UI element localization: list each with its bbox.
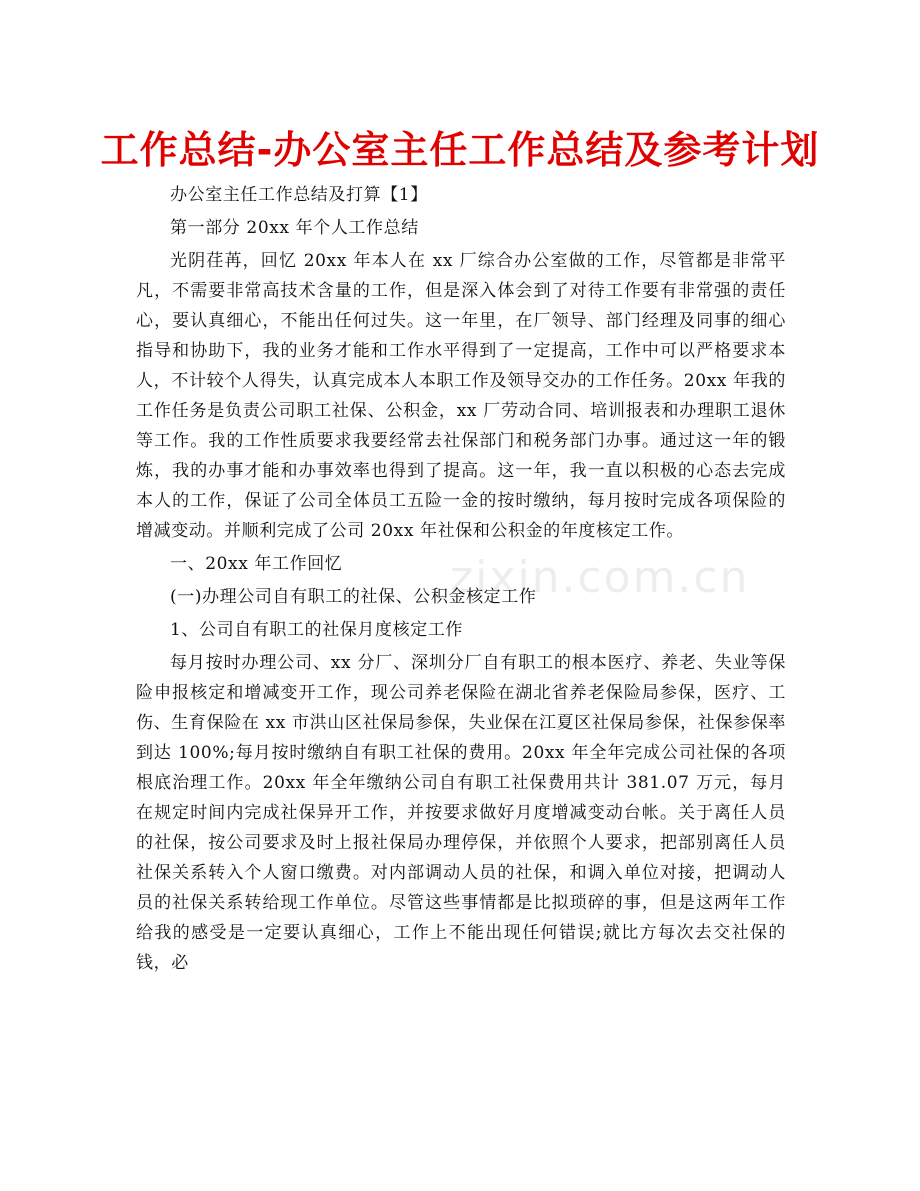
- sub-heading: 一、20xx 年工作回忆: [170, 554, 343, 574]
- body-paragraph: 光阴荏苒，回忆 20xx 年本人在 xx 厂综合办公室做的工作，尽管都是非常平凡，不需要非常高技术含量的工作，但是深入体会到了对待工作要有非常强的责任心，要认真细心，不能出任何过失。这一年里，在厂领导、部门经理及同事的细心指导和协助下，我的业务才能和工作水平得到了一定提高，工作中可以严格要求本人，不计较个人得失，认真完成本人本职工作及领导交办的工作任务。20xx 年我的工作任务是负责公司职工社保、公积金，xx 厂劳动合同、培训报表和办理职工退休等工作。我的工作性质要求我要经常去社保部门和税务部门办事。通过这一年的锻炼，我的办事才能和办事效率也得到了提高。这一年，我一直以积极的心态去完成本人的工作，保证了公司全体员工五险一金的按时缴纳，每月按时完成各项保险的增减变动。并顺利完成了公司 20xx 年社保和公积金的年度核定工作。: [136, 251, 786, 541]
- document-title: 工作总结-办公室主任工作总结及参考计划: [100, 128, 820, 172]
- body-paragraph: 每月按时办理公司、xx 分厂、深圳分厂自有职工的根本医疗、养老、失业等保险申报核定和增减变开工作，现公司养老保险在湖北省养老保险局参保，医疗、工伤、生育保险在 xx 市洪山区社保局参保，失业保在江夏区社保局参保，社保参保率到达 100%;每月按时缴纳自有职工社保的费用。20xx 年全年完成公司社保的各项根底治理工作。20xx 年全年缴纳公司自有职工社保费用共计 381.07 万元，每月在规定时间内完成社保异开工作，并按要求做好月度增减变动台帐。关于离任人员的社保，按公司要求及时上报社保局办理停保，并依照个人要求，把部别离任人员社保关系转入个人窗口缴费。对内部调动人员的社保，和调入单位对接，把调动人员的社保关系转给现工作单位。尽管这些事情都是比拟琐碎的事，但是这两年工作给我的感受是一定要认真细心，工作上不能出现任何错误;就比方每次去交社保的钱，必: [136, 653, 786, 973]
- watermark: zixin.com.cn: [450, 552, 750, 603]
- part-heading: 第一部分 20xx 年个人工作总结: [170, 218, 419, 238]
- sub-heading: 1、公司自有职工的社保月度核定工作: [170, 620, 464, 640]
- section-heading: 办公室主任工作总结及打算【1】: [170, 185, 428, 205]
- sub-heading: (一)办理公司自有职工的社保、公积金核定工作: [170, 587, 537, 607]
